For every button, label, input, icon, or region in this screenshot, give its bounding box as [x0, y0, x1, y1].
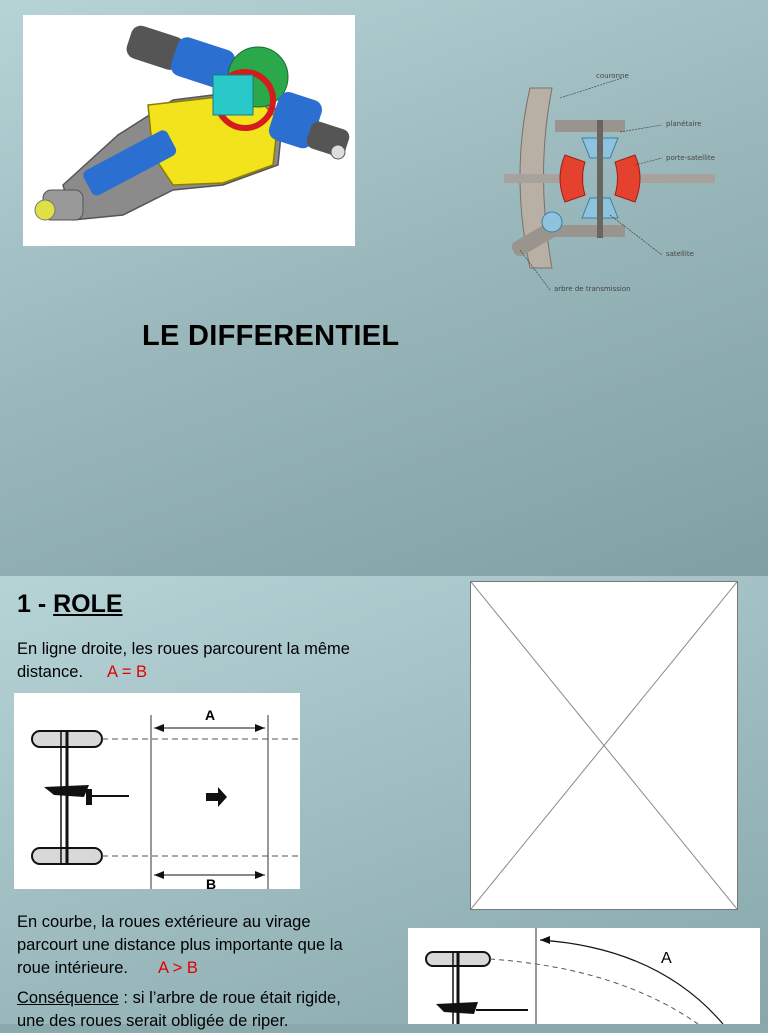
differential-gear-diagram	[490, 70, 730, 300]
label-porte-satellite: porte-satellite	[666, 154, 716, 162]
para2-line3	[17, 957, 407, 980]
label-arbre: arbre de transmission	[554, 285, 631, 293]
paragraph-straight-line	[17, 638, 437, 684]
consequence-text: : si l’arbre de roue était rigide,	[118, 989, 341, 1007]
fig1-label-a: A	[205, 707, 216, 723]
straight-line-figure	[14, 693, 300, 892]
paragraph-consequence	[17, 987, 407, 1033]
slide-title-text: LE DIFFERENTIEL	[142, 320, 400, 352]
heading-word: ROLE	[53, 590, 123, 618]
curve-figure	[408, 928, 760, 1024]
heading-number: 1 -	[17, 590, 54, 618]
para2-line3-text: roue intérieure.	[17, 959, 128, 977]
consequence-label: Conséquence	[17, 989, 119, 1007]
fig1-label-b: B	[206, 876, 217, 892]
cons-line2: une des roues serait obligée de riper.	[17, 1012, 289, 1030]
image-placeholder	[470, 581, 738, 910]
label-satellite: satellite	[666, 250, 694, 258]
fig2-label-a: A	[661, 950, 672, 967]
para1-line2-text: distance.	[17, 663, 84, 681]
para2-line2: parcourt une distance plus importante que la	[17, 936, 343, 954]
label-planetaire: planétaire	[666, 120, 702, 128]
label-couronne: couronne	[596, 72, 629, 80]
para1-line2	[17, 661, 437, 684]
differential-cutaway-image	[23, 15, 355, 246]
paragraph-curve	[17, 911, 407, 980]
equation-a-equals-b: A = B	[107, 663, 147, 681]
section-heading	[17, 590, 123, 619]
para1-line1: En ligne droite, les roues parcourent la même	[17, 640, 350, 658]
para2-line1: En courbe, la roues extérieure au virage	[17, 913, 311, 931]
equation-a-greater-b: A > B	[157, 959, 198, 977]
cons-line1	[17, 987, 407, 1010]
